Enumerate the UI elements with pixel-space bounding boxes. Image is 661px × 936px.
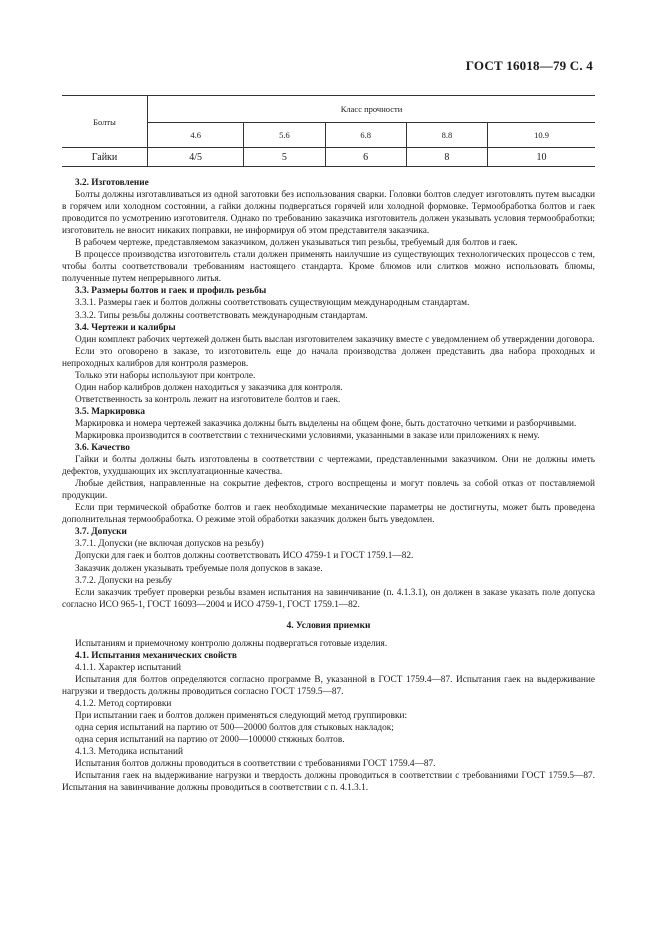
nuts-label: Гайки xyxy=(62,148,148,167)
paragraph: 3.7.1. Допуски (не включая допусков на резьбу) xyxy=(75,539,264,550)
paragraph: В процессе производства изготовитель стали должен применять наилучшие из существующих технологических процессов с тем, чтобы болты соответствовали требованиям настоящего стандарта. Кроме блюмов или слитков можно использовать блюмы, полученные путем непрерывного литья. xyxy=(62,250,595,285)
paragraph: Один комплект рабочих чертежей должен быть выслан изготовителем заказчику вместе с уведомлением об утверждении договора. xyxy=(75,334,595,345)
class-cell: 8.8 xyxy=(406,123,487,148)
paragraph: Испытания гаек на выдерживание нагрузки и твердость должны проводиться в соответствии с требованиями ГОСТ 1759.5—87. Испытания на завинчивание должны проводиться в соответствии с п. 4.1.3.1. xyxy=(62,771,595,794)
nut-value-cell: 8 xyxy=(406,148,487,167)
strength-class-table xyxy=(62,95,595,167)
paragraph: Если это оговорено в заказе, то изготовитель еще до начала производства должен представить два набора проходных и непроходных калибров для контроля размеров. xyxy=(62,346,595,369)
paragraph: Болты должны изготавливаться из одной заготовки без использования сварки. Головки болтов следует изготовлять путем высадки в горячем или холодном состоянии, а гайки должны подвергаться горячей или холодной формовке. Термообработка болтов и гаек проводится по усмотрению изготовителя. Однако по требованию заказчика изготовитель должен указывать условия термообработки; изготовитель не вносит никаких поправки, не информируя об этом представителя заказчика. xyxy=(62,190,595,237)
section-heading: 4.1. Испытания механических свойств xyxy=(75,650,237,661)
paragraph: Испытания болтов должны проводиться в соответствии с требованиями ГОСТ 1759.4—87. xyxy=(75,759,436,770)
nut-value-cell: 6 xyxy=(325,148,406,167)
paragraph: Гайки и болты должны быть изготовлены в соответствии с чертежами, представленными заказчиком. Они не должны иметь дефектов, ухудшающих их эксплуатационные качества. xyxy=(62,455,595,478)
section-heading: 3.7. Допуски xyxy=(75,527,127,538)
paragraph: 3.3.2. Типы резьбы должны соответствовать международным стандартам. xyxy=(75,310,368,321)
document-body xyxy=(62,177,595,794)
paragraph: Только эти наборы используют при контроле. xyxy=(75,370,256,381)
class-cell: 6.8 xyxy=(325,123,406,148)
class-cell: 5.6 xyxy=(244,123,325,148)
section-heading: 3.4. Чертежи и калибры xyxy=(75,322,176,333)
paragraph: одна серия испытаний на партию от 2000—100000 стяжных болтов. xyxy=(75,735,345,746)
paragraph: 3.7.2. Допуски на резьбу xyxy=(75,575,173,586)
paragraph: 4.1.1. Характер испытаний xyxy=(75,662,181,673)
paragraph: 4.1.2. Метод сортировки xyxy=(75,698,172,709)
paragraph: 3.3.1. Размеры гаек и болтов должны соответствовать существующим международным стандартам. xyxy=(75,298,470,309)
page-header: ГОСТ 16018—79 С. 4 xyxy=(465,58,593,73)
paragraph: В рабочем чертеже, представляемом заказчиком, должен указываться тип резьбы, требуемый для болтов и гаек. xyxy=(75,238,518,249)
nut-value-cell: 10 xyxy=(488,148,595,167)
paragraph: Если при термической обработке болтов и гаек необходимые механические параметры не достигнуты, может быть проведена дополнительная термообработка. О режиме этой обработки заказчик должен быть уведомлен. xyxy=(62,503,595,526)
nut-value-cell: 5 xyxy=(244,148,325,167)
paragraph: Допуски для гаек и болтов должны соответствовать ИСО 4759-1 и ГОСТ 1759.1—82. xyxy=(75,551,414,562)
class-cell: 4.6 xyxy=(148,123,244,148)
paragraph: Испытаниям и приемочному контролю должны подвергаться готовые изделия. xyxy=(75,638,388,649)
paragraph: При испытании гаек и болтов должен применяться следующий метод группировки: xyxy=(75,711,408,722)
paragraph: Один набор калибров должен находиться у заказчика для контроля. xyxy=(75,382,343,393)
section-heading: 3.5. Маркировка xyxy=(75,406,146,417)
paragraph: Маркировка и номера чертежей заказчика должны быть выделены на общем фоне, быть достаточно четкими и разборчивыми. xyxy=(75,418,577,429)
nut-value-cell: 4/5 xyxy=(148,148,244,167)
class-header: Класс прочности xyxy=(148,96,596,123)
section-title: 4. Условия приемки xyxy=(286,620,371,631)
paragraph: Любые действия, направленные на сокрытие дефектов, строго воспрещены и могут повлечь за собой отказ от поставляемой продукции. xyxy=(62,479,595,502)
paragraph: Заказчик должен указывать требуемые поля допусков в заказе. xyxy=(75,563,323,574)
section-heading: 3.3. Размеры болтов и гаек и профиль резьбы xyxy=(75,286,267,297)
paragraph: Ответственность за контроль лежит на изготовителе болтов и гаек. xyxy=(75,394,341,405)
paragraph: Если заказчик требует проверки резьбы взамен испытания на завинчивание (п. 4.1.3.1), он должен в заказе указать поле допуска согласно ИСО 965-1, ГОСТ 16093—2004 и ИСО 4759-1, ГОСТ 1759.1—82. xyxy=(62,587,595,610)
paragraph: одна серия испытаний на партию от 500—20000 болтов для стыковых накладок; xyxy=(75,723,394,734)
paragraph: Испытания для болтов определяются согласно программе В, указанной в ГОСТ 1759.4—87. Испытания гаек на выдерживание нагрузки и твердость должны проводиться согласно ГОСТ 1759.5—87. xyxy=(62,674,595,697)
paragraph: Маркировка производится в соответствии с техническими условиями, указанными в заказе или приложениях к нему. xyxy=(75,430,540,441)
section-heading: 3.6. Качество xyxy=(75,443,130,454)
class-cell: 10.9 xyxy=(488,123,595,148)
paragraph: 4.1.3. Методика испытаний xyxy=(75,747,183,758)
bolts-header: Болты xyxy=(62,96,148,148)
section-heading: 3.2. Изготовление xyxy=(75,178,149,188)
